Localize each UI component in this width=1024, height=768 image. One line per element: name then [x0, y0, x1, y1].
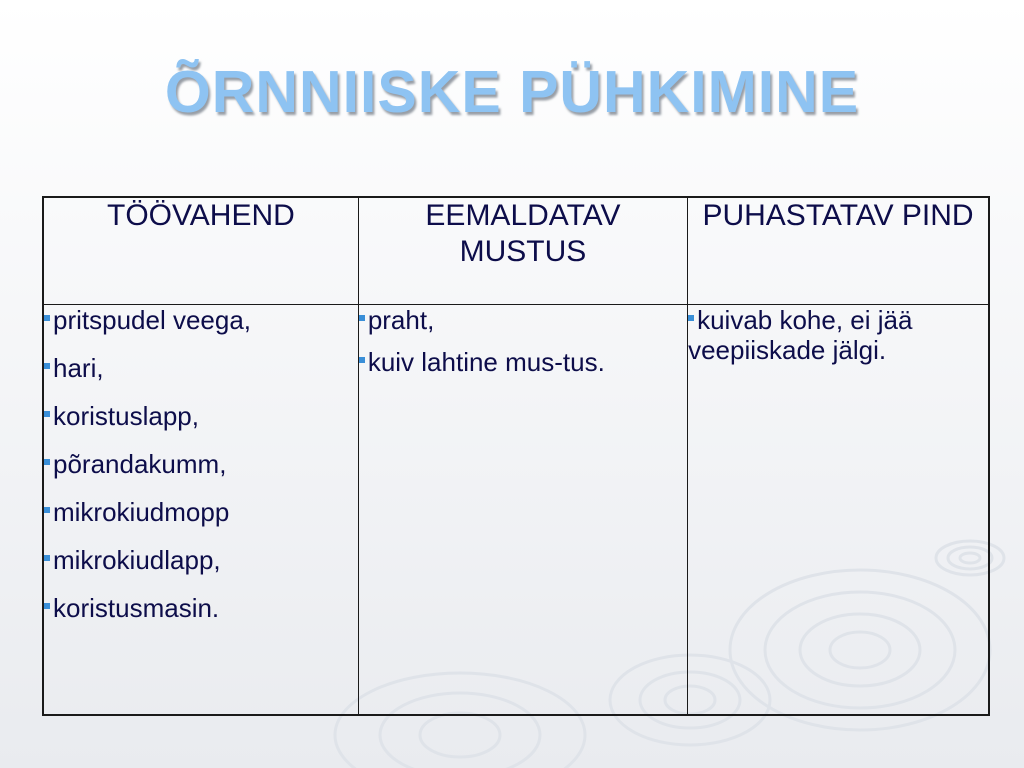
list-item: mikrokiudmopp [44, 497, 358, 527]
bullet-icon [44, 507, 50, 513]
header-cell-dirt: EEMALDATAV MUSTUS [358, 197, 687, 305]
tools-cell [43, 305, 358, 716]
list-item: hari, [44, 353, 358, 383]
slide-title: ÕRNNIISKE PÜHKIMINE [164, 59, 860, 125]
list-item: põrandakumm, [44, 449, 358, 479]
bullet-icon [44, 459, 50, 465]
surface-cell [688, 305, 989, 716]
bullet-icon [688, 315, 694, 321]
bullet-icon [44, 411, 50, 417]
table-header-row [43, 197, 989, 305]
list-item: praht, [359, 305, 687, 335]
dirt-list [359, 305, 687, 377]
bullet-icon [44, 555, 50, 561]
tools-list [44, 305, 358, 623]
header-cell-surface: PUHASTATAV PIND [688, 197, 989, 305]
list-item: mikrokiudlapp, [44, 545, 358, 575]
list-item: koristuslapp, [44, 401, 358, 431]
bullet-icon [44, 363, 50, 369]
bullet-icon [44, 315, 50, 321]
table-row [43, 305, 989, 716]
dirt-cell [358, 305, 687, 716]
bullet-icon [359, 357, 365, 363]
cleaning-table [42, 196, 990, 716]
bullet-icon [44, 603, 50, 609]
list-item: kuiv lahtine mus-tus. [359, 347, 687, 377]
list-item: koristusmasin. [44, 593, 358, 623]
list-item: pritspudel veega, [44, 305, 358, 335]
surface-list [688, 305, 988, 365]
list-item: kuivab kohe, ei jää veepiiskade jälgi. [688, 305, 913, 365]
header-cell-tool: TÖÖVAHEND [43, 197, 358, 305]
bullet-icon [359, 315, 365, 321]
